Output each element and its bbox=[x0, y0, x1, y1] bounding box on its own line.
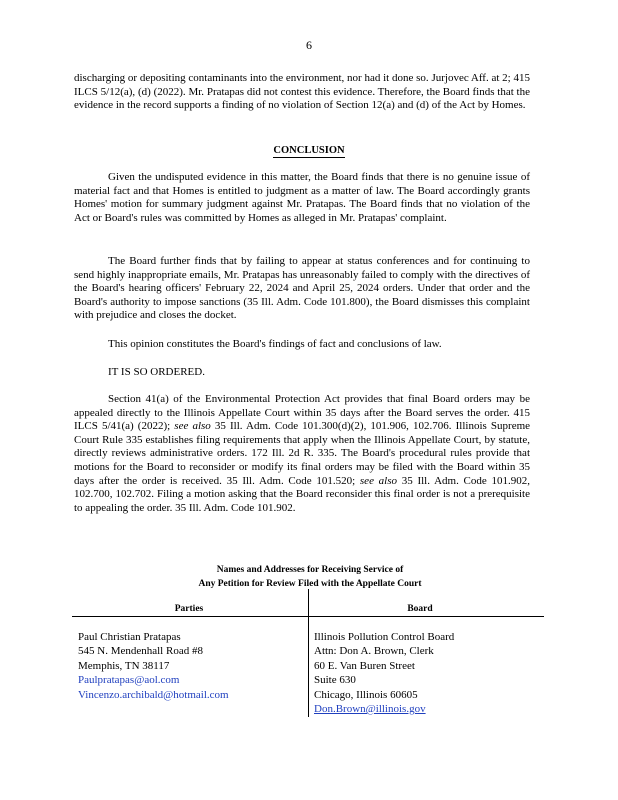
board-address-block bbox=[314, 630, 540, 716]
board-suite: Suite 630 bbox=[314, 674, 356, 687]
board-column-header: Board bbox=[407, 604, 433, 614]
conclusion-heading bbox=[0, 145, 618, 156]
page-number: 6 bbox=[306, 38, 312, 52]
continuation-text: discharging or depositing contaminants into the environment, nor had it done so. Jurjovec Aff. at 2; 415 ILCS 5/12(a), (d) (2022). Mr. Pratapas did not contest this evidence. Therefore, the Board finds that the evidence in the record supports a finding of no violation of Section 12(a) and (d) of the Act by Homes. bbox=[74, 72, 530, 112]
see-also-signal-2: see also bbox=[359, 474, 398, 487]
ordered-text: IT IS SO ORDERED. bbox=[108, 366, 205, 378]
board-city: Chicago, Illinois 60605 bbox=[314, 688, 418, 701]
board-name: Illinois Pollution Control Board bbox=[314, 631, 455, 643]
conclusion-text-2: The Board further finds that by failing to appear at status conferences and for continuing to send highly inappropriate emails, Mr. Pratapas has unreasonably failed to comply with the directives of the Board's hearing officers' February 22, 2024 and April 25, 2024 orders. Under that order and the Board's authority to impose sanctions (35 Ill. Adm. Code 101.800), the Board dismisses this complaint with prejudice and closes the docket. bbox=[74, 255, 530, 322]
party-email-link-2[interactable]: Vincenzo.archibald@hotmail.com bbox=[78, 688, 229, 701]
board-street: 60 E. Van Buren Street bbox=[314, 659, 415, 672]
parties-column-header: Parties bbox=[174, 604, 204, 614]
appeal-text-part-3: 35 Ill. Adm. Code 101.902, 102.700, 102.702. Filing a motion asking that the Board reconsider this final order is not a prerequisite to appealing the order. 35 Ill. Adm. Code 101.902. bbox=[74, 474, 530, 514]
service-table-title bbox=[150, 563, 470, 591]
conclusion-paragraph-1 bbox=[74, 171, 530, 225]
table-header-rule bbox=[72, 616, 544, 617]
appeal-paragraph bbox=[74, 393, 530, 515]
appeal-text-part-1: Section 41(a) of the Environmental Protection Act provides that final Board orders may be appealed directly to the Illinois Appellate Court within 35 days after the Board serves the order. 415 ILCS 5/41(a) (2022); bbox=[74, 393, 530, 433]
board-attn: Attn: Don A. Brown, Clerk bbox=[314, 645, 434, 658]
board-email-link[interactable]: Don.Brown@illinois.gov bbox=[314, 703, 426, 716]
appeal-text bbox=[74, 393, 530, 515]
parties-address-block bbox=[78, 630, 304, 702]
party-email-link-1[interactable]: Paulpratapas@aol.com bbox=[78, 674, 180, 687]
continuation-paragraph bbox=[74, 72, 530, 113]
appeal-text-part-2: 35 Ill. Adm. Code 101.300(d)(2), 101.906, 102.706. Illinois Supreme Court Rule 335 establishes filing requirements that apply when the Illinois Appellate Court, by statute, directly reviews administrative orders. 172 Ill. 2d R. 335. The Board's procedural rules provide that motions for the Board to reconsider or modify its final orders may be filed with the Board within 35 days after the order is received. 35 Ill. Adm. Code 101.520; bbox=[74, 420, 531, 487]
ordered-statement bbox=[74, 366, 530, 380]
service-title-line-2: Any Petition for Review Filed with the Appellate Court bbox=[198, 579, 422, 589]
table-column-divider bbox=[308, 589, 309, 717]
findings-text: This opinion constitutes the Board's findings of fact and conclusions of law. bbox=[108, 338, 442, 350]
conclusion-text-1: Given the undisputed evidence in this matter, the Board finds that there is no genuine issue of material fact and that Homes is entitled to judgment as a matter of law. The Board accordingly grants Homes' motion for summary judgment against Mr. Pratapas. The Board finds that no violation of the Act or Board's rules was committed by Homes as alleged in Mr. Pratapas' complaint. bbox=[74, 171, 530, 224]
party-name: Paul Christian Pratapas bbox=[78, 631, 181, 643]
see-also-signal-1: see also bbox=[174, 420, 211, 433]
party-city: Memphis, TN 38117 bbox=[78, 659, 170, 672]
conclusion-heading-text: CONCLUSION bbox=[273, 145, 345, 156]
findings-statement bbox=[74, 338, 530, 352]
service-title-line-1: Names and Addresses for Receiving Service of bbox=[216, 565, 404, 575]
party-street: 545 N. Mendenhall Road #8 bbox=[78, 645, 203, 658]
conclusion-paragraph-2 bbox=[74, 255, 530, 323]
